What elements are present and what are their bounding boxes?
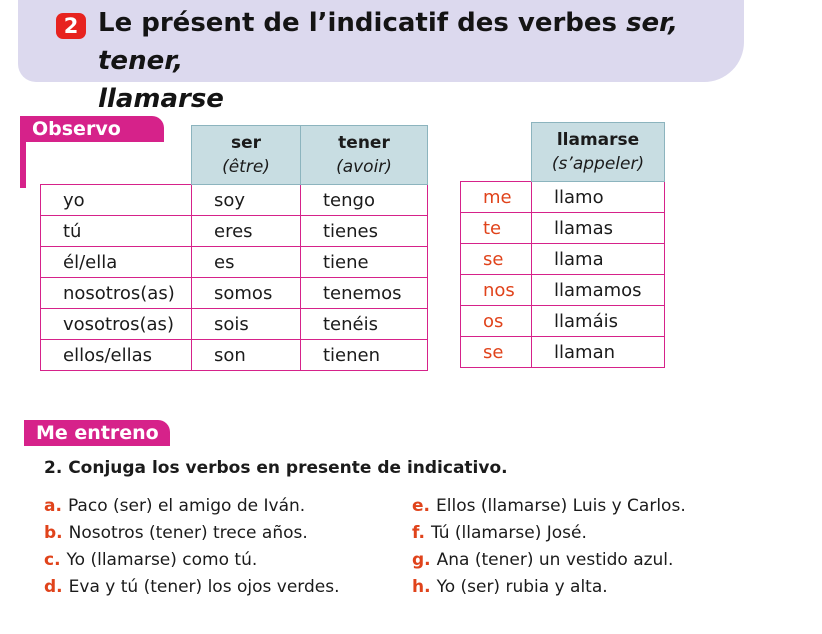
pronoun-cell: tú [41,216,192,247]
llamarse-table [460,122,665,368]
exercise-item: g. Ana (tener) un vestido azul. [412,550,674,570]
ser-cell: soy [192,185,301,216]
table-row [41,216,428,247]
exercise-item: h. Yo (ser) rubia y alta. [412,577,608,597]
tener-cell: tenemos [301,278,428,309]
table-row [461,213,665,244]
exercise-item: d. Eva y tú (tener) los ojos verdes. [44,577,340,597]
reflexive-cell: me [461,182,532,213]
llamarse-cell: llamáis [532,306,665,337]
exercise-item: e. Ellos (llamarse) Luis y Carlos. [412,496,686,516]
exercise-item: b. Nosotros (tener) trece años. [44,523,308,543]
reflexive-cell: se [461,337,532,368]
pronoun-cell: yo [41,185,192,216]
section-header [18,0,744,114]
table-row [41,247,428,278]
tener-cell: tiene [301,247,428,278]
ser-tener-table [40,125,428,371]
reflexive-cell: nos [461,275,532,306]
ser-cell: somos [192,278,301,309]
ser-cell: sois [192,309,301,340]
llamarse-cell: llamo [532,182,665,213]
tener-cell: tienen [301,340,428,371]
table-row [461,306,665,337]
table-row [41,278,428,309]
empty-header-cell [41,126,192,185]
table-row [461,182,665,213]
exercise-item: c. Yo (llamarse) como tú. [44,550,258,570]
ser-header: ser (être) [192,126,301,185]
exercise-column-right [412,493,686,601]
reflexive-cell: se [461,244,532,275]
title-plain: Le présent de l’indicatif des verbes [98,8,627,38]
exercise-item: f. Tú (llamarse) José. [412,523,587,543]
llamarse-header: llamarse (s’appeler) [532,123,665,182]
me-entreno-label: Me entreno [24,420,170,446]
tener-cell: tienes [301,216,428,247]
ser-cell: son [192,340,301,371]
ser-cell: eres [192,216,301,247]
table-row [461,244,665,275]
table-row [41,185,428,216]
llamarse-cell: llamamos [532,275,665,306]
llamarse-cell: llamas [532,213,665,244]
ser-cell: es [192,247,301,278]
pronoun-cell: ellos/ellas [41,340,192,371]
table-row [41,340,428,371]
pronoun-cell: vosotros(as) [41,309,192,340]
table-row [41,309,428,340]
exercise-title: 2. Conjuga los verbos en presente de indicativo. [44,458,508,478]
title-line2: llamarse [98,84,224,114]
tener-cell: tengo [301,185,428,216]
tener-cell: tenéis [301,309,428,340]
table-row [461,337,665,368]
empty-header-cell [461,123,532,182]
observo-label-tail [20,142,26,188]
exercise-column-left [44,493,339,601]
llamarse-cell: llaman [532,337,665,368]
observo-label: Observo [20,116,164,142]
tener-header: tener (avoir) [301,126,428,185]
pronoun-cell: nosotros(as) [41,278,192,309]
section-number-badge: 2 [56,13,86,39]
exercise-item: a. Paco (ser) el amigo de Iván. [44,496,306,516]
title-italic: ser, tener, [98,8,679,76]
section-title [98,4,738,118]
reflexive-cell: te [461,213,532,244]
llamarse-cell: llama [532,244,665,275]
pronoun-cell: él/ella [41,247,192,278]
reflexive-cell: os [461,306,532,337]
table-row [461,275,665,306]
